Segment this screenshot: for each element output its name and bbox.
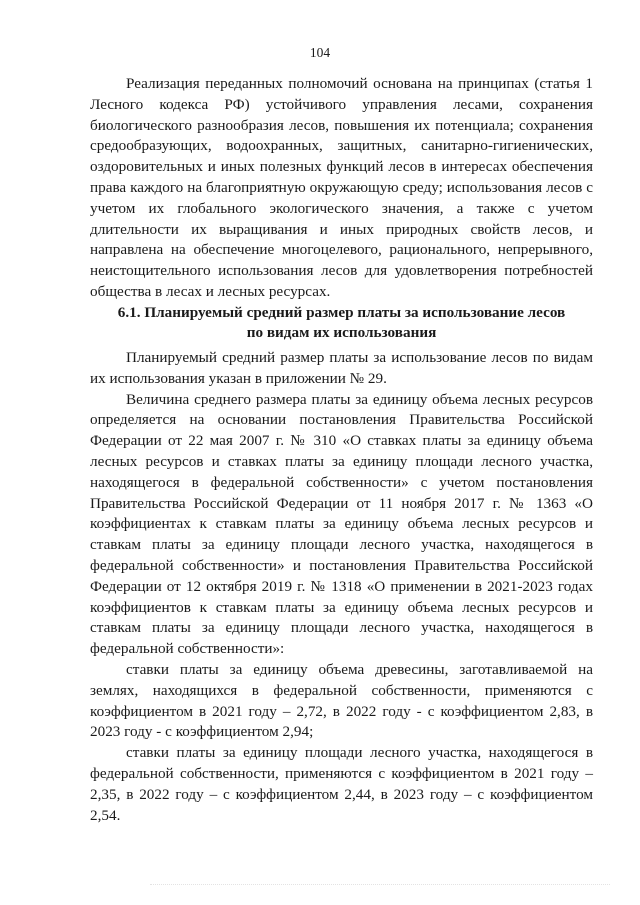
- page-number: 104: [309, 45, 331, 60]
- section-heading: [90, 303, 593, 343]
- paragraph-appendix-reference: Планируемый средний размер платы за использование лесов по видам их использования указан в приложении № 29.: [90, 349, 593, 387]
- paragraph-timber-rate-coefficients: ставки платы за единицу объема древесины, заготавливаемой на землях, находящихся в федеральной собственности, применяются с коэффициентом в 2021 году – 2,72, в 2022 году - с коэффициентом 2,83, в 2023 году - с коэффициентом 2,94;: [90, 660, 593, 741]
- intro-paragraph: Реализация переданных полномочий основана на принципах (статья 1 Лесного кодекса РФ) устойчивого управления лесами, сохранения биологического разнообразия лесов, повышения их потенциала; сохранения средообразующих, водоохранных, защитных, санитарно-гигиенических, оздоровительных и иных полезных функций лесов в интересах обеспечения права каждого на благоприятную окружающую среду; использования лесов с учетом их глобального экологического значения, а также с учетом длительности их выращивания и иных природных свойств лесов, и направлена на обеспечение многоцелевого, рационального, непрерывного, неистощительного использования лесов для удовлетворения потребностей общества в лесах и лесных ресурсах.: [90, 75, 593, 300]
- intro-text-block: [90, 74, 593, 303]
- scan-artifact-line: [150, 884, 610, 886]
- paragraph-rate-basis: Величина среднего размера платы за единицу объема лесных ресурсов определяется на основании постановления Правительства Российской Федерации от 22 мая 2007 г. № 310 «О ставках платы за единицу объема лесных ресурсов и ставках платы за единицу площади лесного участка, находящегося в федеральной собственности» с учетом постановления Правительства Российской Федерации от 11 ноября 2017 г. № 1363 «О коэффициентах к ставкам платы за единицу объема лесных ресурсов и ставкам платы за единицу площади лесного участка, находящегося в федеральной собственности» и постановления Правительства Российской Федерации от 12 октября 2019 г. № 1318 «О применении в 2021-2023 годах коэффициентов к ставкам платы за единицу объема лесных ресурсов и ставкам платы за единицу площади лесного участка, находящегося в федеральной собственности»:: [90, 390, 593, 658]
- paragraph-area-rate-coefficients: ставки платы за единицу площади лесного участка, находящегося в федеральной собственности, применяются с коэффициентом в 2021 году – 2,35, в 2022 году – с коэффициентом 2,44, в 2023 году – с коэффициентом 2,54.: [90, 744, 593, 824]
- section-heading-line-2: по видам их использования: [246, 324, 437, 341]
- section-heading-line-1: 6.1. Планируемый средний размер платы за использование лесов: [117, 304, 566, 321]
- section-body: [90, 348, 593, 826]
